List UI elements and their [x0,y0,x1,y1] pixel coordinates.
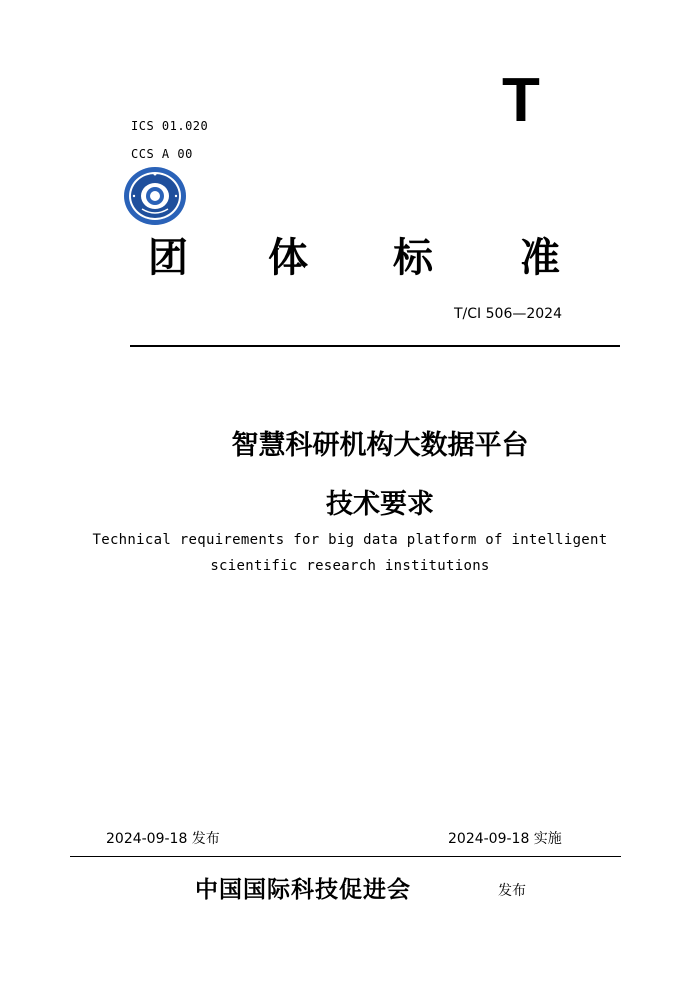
footer-divider [70,856,621,857]
issue-date: 2024-09-18 发布 [106,831,220,847]
standard-type-char-2: 体 [268,235,308,281]
standard-category-letter: T [502,66,540,135]
publish-label: 发布 [498,883,526,899]
title-english-line-2: scientific research institutions [210,558,490,574]
title-chinese-line-2: 技术要求 [326,489,434,520]
standard-number: T/CI 506—2024 [454,306,562,322]
ics-code: ICS 01.020 [131,119,209,133]
publisher-name: 中国国际科技促进会 [195,877,411,903]
standard-type-char-4: 准 [520,235,560,281]
standard-type-char-3: 标 [393,235,433,281]
header-divider [130,345,620,347]
ccs-code: CCS A 00 [131,147,193,161]
standard-type-char-1: 团 [148,235,188,281]
organization-emblem-icon [122,165,188,227]
title-chinese-line-1: 智慧科研机构大数据平台 [231,430,529,461]
title-english-line-1: Technical requirements for big data platform of intelligent [92,532,608,548]
implementation-date: 2024-09-18 实施 [448,831,562,847]
